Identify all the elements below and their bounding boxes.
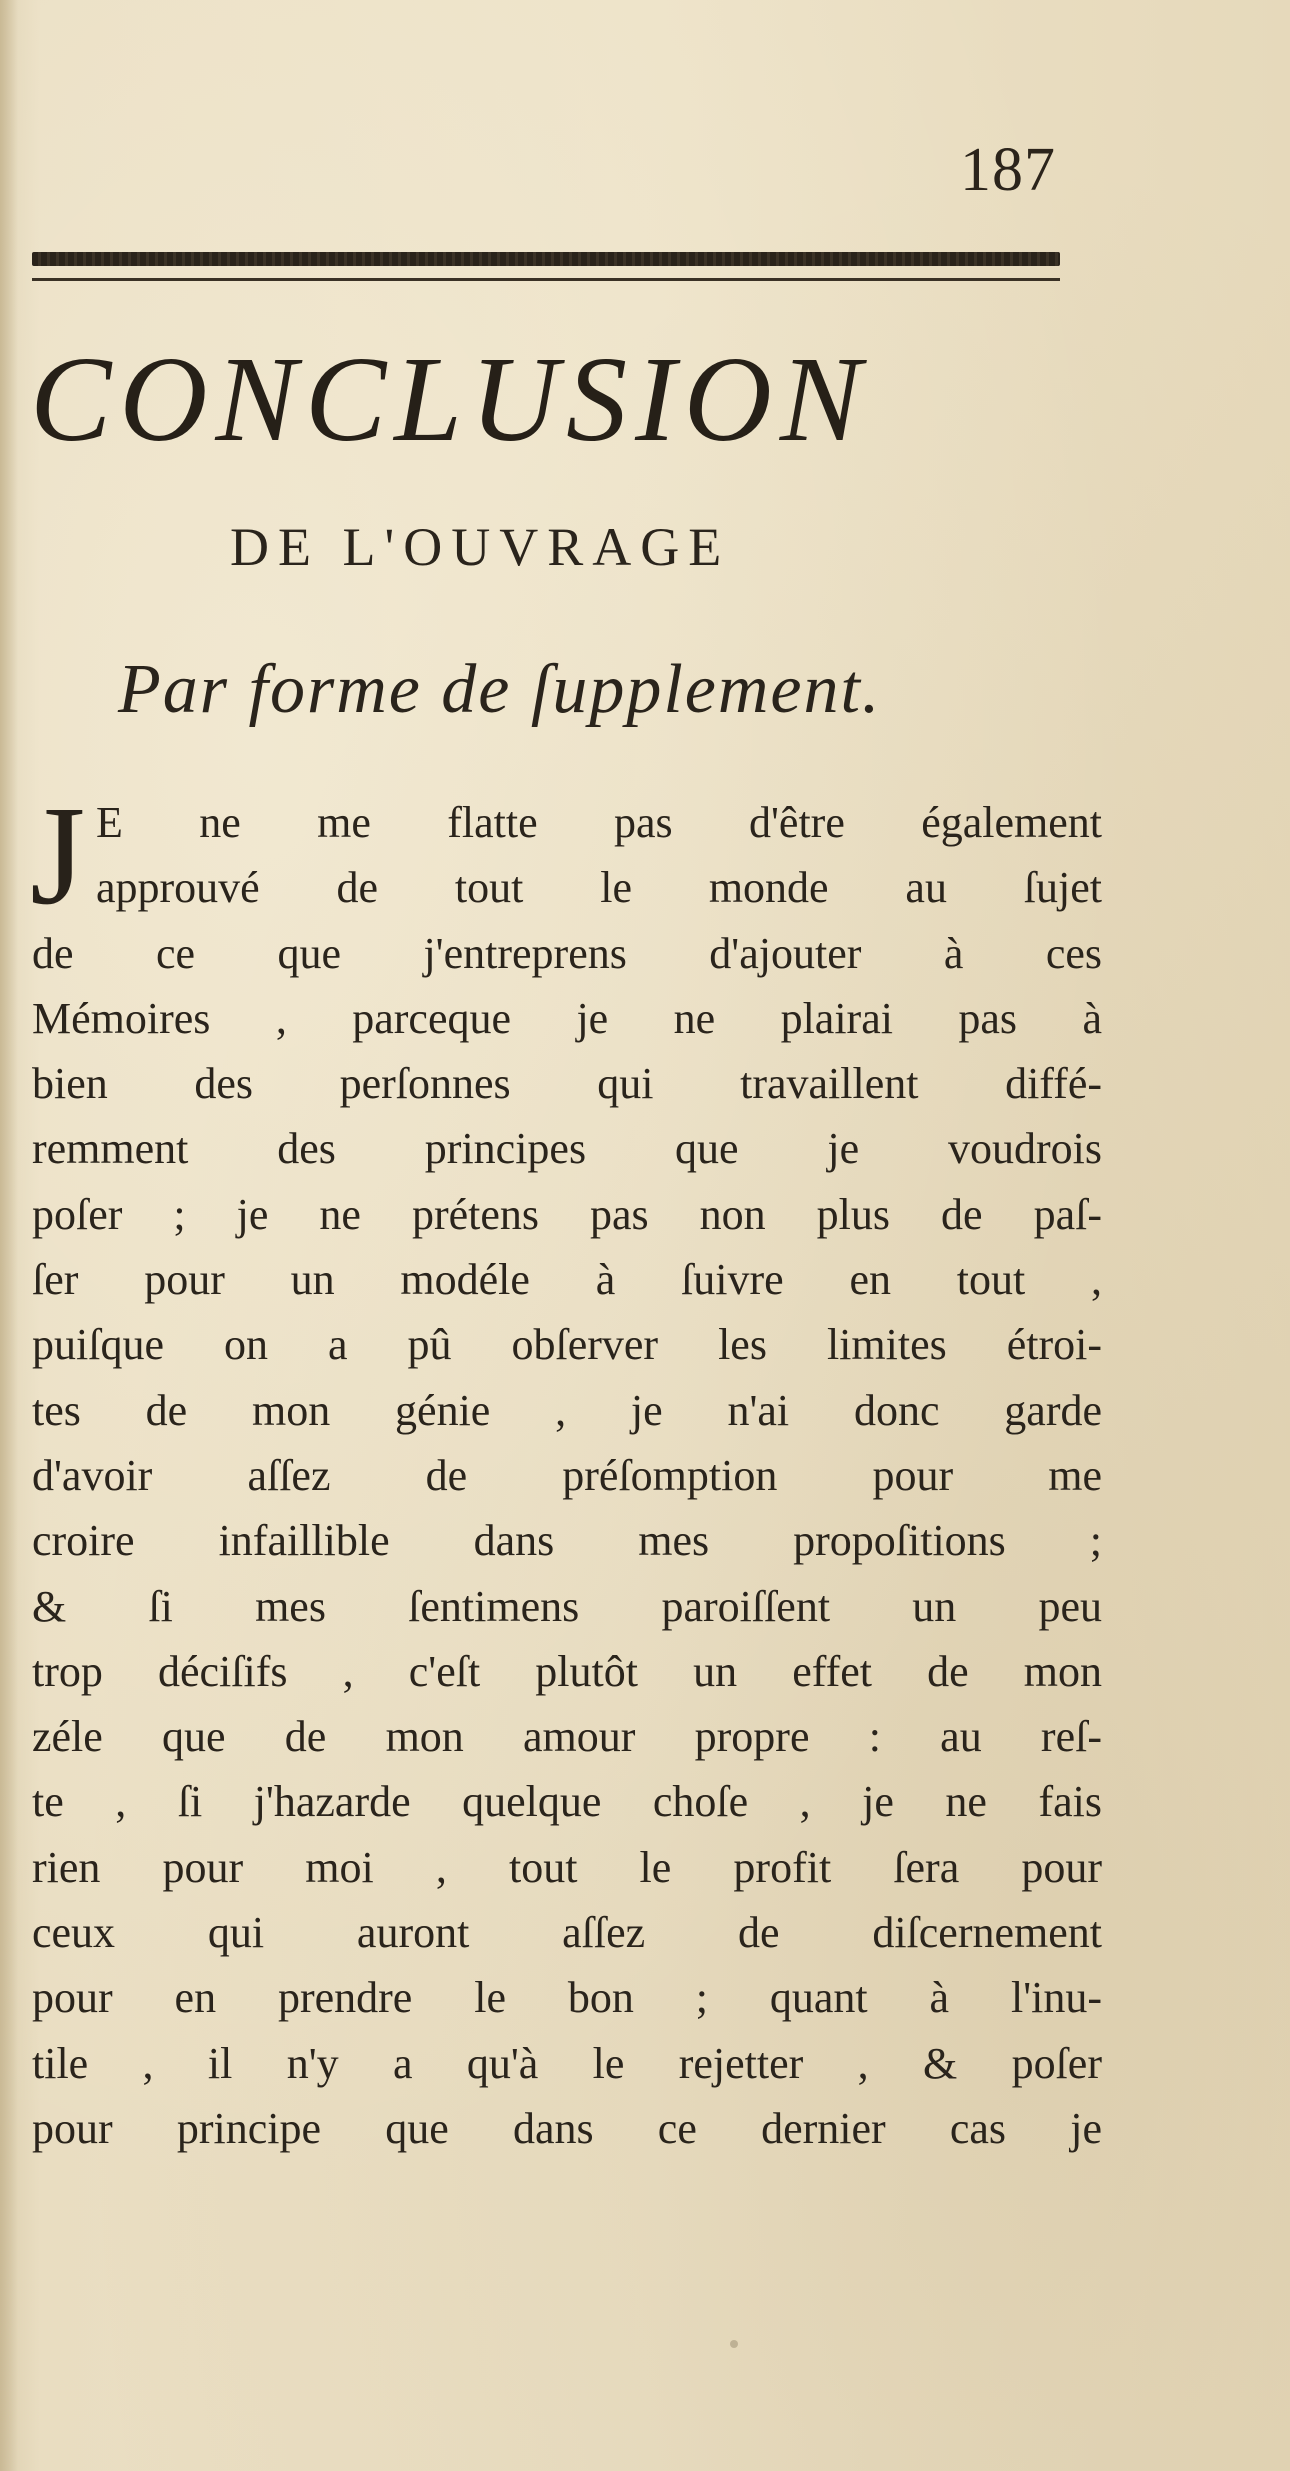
- page-number: 187: [960, 136, 1056, 204]
- text-line: trop déciſifs , c'eſt plutôt un effet de mon: [32, 1646, 1102, 1696]
- chapter-title: CONCLUSION: [30, 332, 870, 467]
- chapter-subtitle: DE L'OUVRAGE: [230, 517, 731, 577]
- text-line: ceux qui auront aſſez de diſcernement: [32, 1908, 1102, 1958]
- text-line: E ne me flatte pas d'être également: [96, 798, 1102, 847]
- text-line: pour en prendre le bon ; quant à l'inu-: [32, 1973, 1102, 2023]
- text-line: puiſque on a pû obſerver les limites étroi-: [32, 1320, 1102, 1370]
- chapter-subtitle-italic: Par forme de ſupplement.: [118, 651, 882, 728]
- text-line: poſer ; je ne prétens pas non plus de paſ-: [32, 1189, 1102, 1239]
- text-line: Mémoires , parceque je ne plairai pas à: [32, 993, 1102, 1043]
- text-line: tile , il n'y a qu'à le rejetter , & poſer: [32, 2038, 1102, 2088]
- text-line: ſer pour un modéle à ſuivre en tout ,: [32, 1255, 1102, 1305]
- text-line: de ce que j'entreprens d'ajouter à ces: [32, 928, 1102, 978]
- text-line: croire infaillible dans mes propoſitions ;: [32, 1516, 1102, 1566]
- paper-speck: [730, 2340, 738, 2348]
- ornamental-rule: [32, 252, 1060, 266]
- text-line: rien pour moi , tout le profit ſera pour: [32, 1842, 1102, 1892]
- text-line: remment des principes que je voudrois: [32, 1124, 1102, 1174]
- page-gutter-shadow: [0, 0, 18, 2471]
- text-line: bien des perſonnes qui travaillent diffé-: [32, 1059, 1102, 1109]
- text-line: approuvé de tout le monde au ſujet: [96, 863, 1102, 913]
- text-line: zéle que de mon amour propre : au reſ-: [32, 1712, 1102, 1762]
- text-line: pour principe que dans ce dernier cas je: [32, 2103, 1102, 2153]
- body-text: [30, 776, 1102, 2161]
- drop-cap: J: [30, 776, 86, 934]
- text-line: & ſi mes ſentimens paroiſſent un peu: [32, 1581, 1102, 1631]
- text-line: te , ſi j'hazarde quelque choſe , je ne fais: [32, 1777, 1102, 1827]
- thin-rule: [32, 278, 1060, 281]
- text-line: d'avoir aſſez de préſomption pour me: [32, 1450, 1102, 1500]
- text-line: tes de mon génie , je n'ai donc garde: [32, 1385, 1102, 1435]
